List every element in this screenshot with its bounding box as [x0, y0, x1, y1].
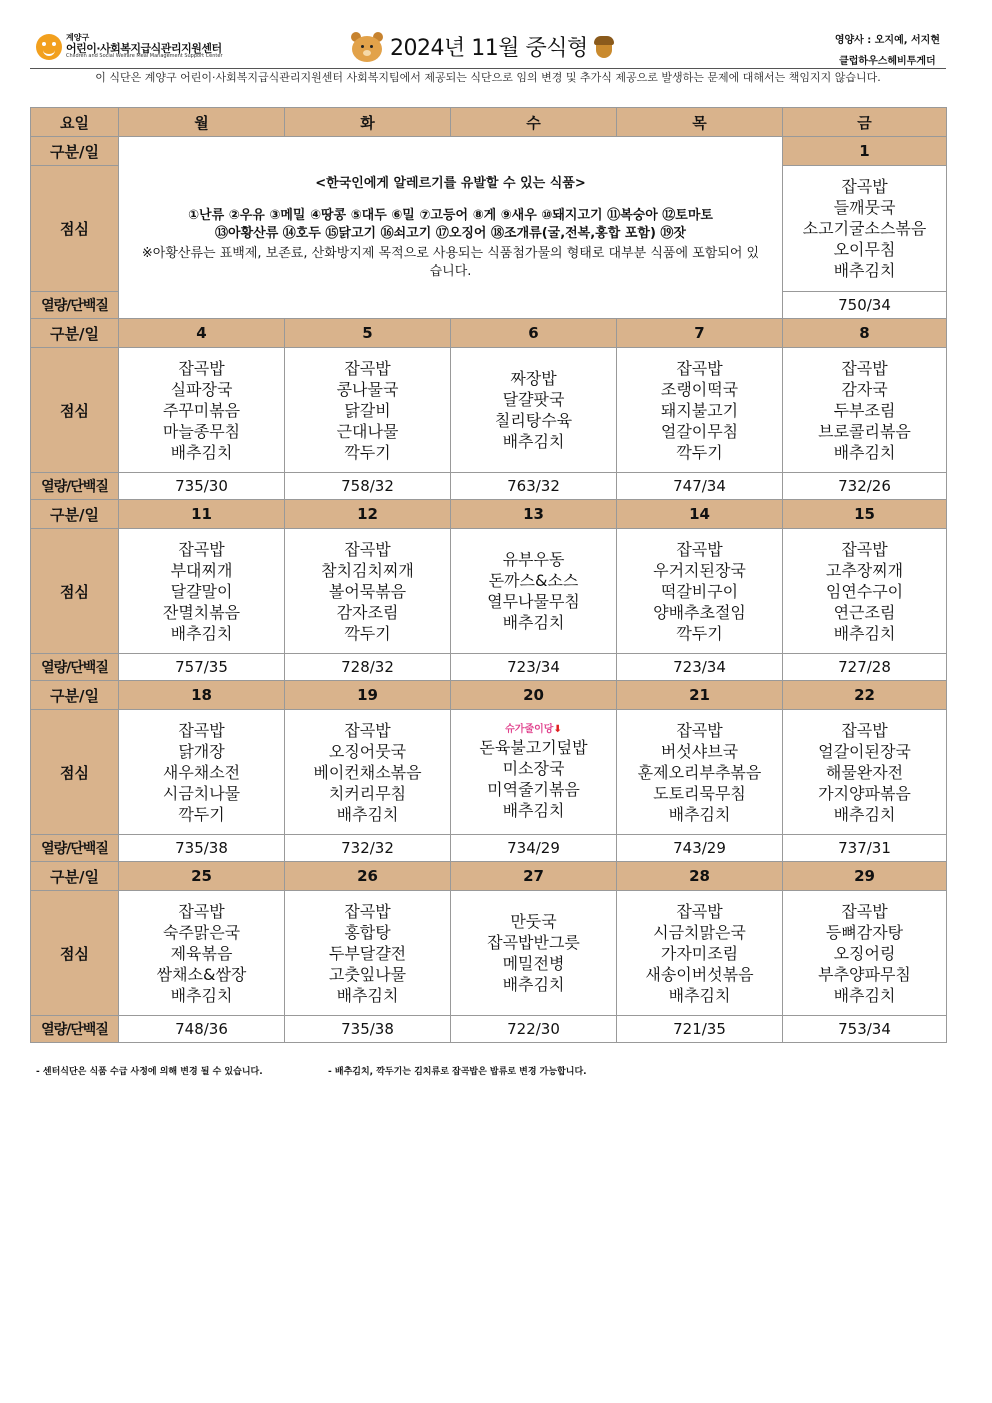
calorie-row-week2 — [31, 473, 947, 500]
calorie-label: 열량/단백질 — [31, 1016, 119, 1043]
dish-name: 주꾸미볶음 — [162, 400, 241, 420]
dish-name: 오징어뭇국 — [328, 741, 407, 761]
dish-name: 도토리묵무침 — [653, 783, 746, 803]
lunch-label: 점심 — [31, 529, 119, 654]
dish-name: 잡곡밥 — [178, 720, 225, 740]
calorie-cell: 743/29 — [617, 835, 783, 862]
dish-name: 콩나물국 — [336, 379, 399, 399]
lunch-label: 점심 — [31, 891, 119, 1016]
dish-name: 고춧잎나물 — [328, 964, 407, 984]
calorie-cell: 757/35 — [119, 654, 285, 681]
dish-name: 감자국 — [841, 379, 888, 399]
dish-name: 숙주맑은국 — [162, 922, 241, 942]
date-cell: 5 — [285, 319, 451, 348]
dish-name: 부추양파무침 — [818, 964, 911, 984]
meal-cell — [783, 710, 947, 835]
lunch-row-week3 — [31, 529, 947, 654]
calorie-cell: 727/28 — [783, 654, 947, 681]
dish-name: 잡곡밥 — [841, 720, 888, 740]
meal-cell — [783, 891, 947, 1016]
dish-name: 닭개장 — [178, 741, 225, 761]
date-row-label: 구분/일 — [31, 137, 119, 166]
date-row-week1 — [31, 137, 947, 166]
dish-name: 깍두기 — [344, 442, 391, 462]
dish-name: 달걀팟국 — [502, 390, 565, 409]
logo-district: 계양구 — [66, 33, 90, 43]
dish-name: 감자조림 — [336, 602, 399, 622]
sugar-badge-label: 슈가줄이당 — [505, 724, 554, 735]
dish-name: 잡곡밥 — [676, 358, 723, 378]
dish-name: 만둣국 — [510, 912, 557, 931]
sugar-reduction-badge — [451, 723, 616, 737]
meal-cell — [783, 166, 947, 292]
date-row-week3 — [31, 500, 947, 529]
footer-note-1: - 센터식단은 식품 수급 사정에 의해 변경 될 수 있습니다. — [36, 1067, 263, 1077]
meal-cell — [451, 529, 617, 654]
weekday-mon: 월 — [119, 108, 285, 137]
calorie-row-week4 — [31, 835, 947, 862]
date-cell: 19 — [285, 681, 451, 710]
dish-name: 근대나물 — [336, 421, 399, 441]
weekday-tue: 화 — [285, 108, 451, 137]
allergy-title: <한국인에게 알레르기를 유발할 수 있는 식품> — [315, 175, 586, 191]
dish-name: 배추김치 — [170, 985, 233, 1005]
dish-name: 배추김치 — [336, 804, 399, 824]
dish-name: 잡곡밥 — [178, 539, 225, 559]
dish-name: 가자미조림 — [660, 943, 739, 963]
dish-name: 잡곡밥 — [841, 177, 888, 196]
dish-name: 양배추초절임 — [653, 602, 746, 622]
logo-english-name: Children and Social Welfare Meal Management Support Center — [66, 53, 223, 60]
dish-name: 두부조림 — [833, 400, 896, 420]
meal-cell — [119, 891, 285, 1016]
date-row-label: 구분/일 — [31, 681, 119, 710]
dish-name: 잡곡밥 — [178, 901, 225, 921]
calorie-cell: 737/31 — [783, 835, 947, 862]
calorie-label: 열량/단백질 — [31, 835, 119, 862]
page-title: 2024년 11월 중식형 — [390, 35, 588, 61]
dish-name: 홍합탕 — [344, 922, 391, 942]
meal-cell — [285, 891, 451, 1016]
date-row-label: 구분/일 — [31, 862, 119, 891]
calorie-cell: 735/38 — [285, 1016, 451, 1043]
meal-cell — [451, 891, 617, 1016]
allergy-info-box — [119, 137, 783, 319]
dish-name: 배추김치 — [668, 985, 731, 1005]
lunch-row-week2 — [31, 348, 947, 473]
page-header — [30, 28, 946, 68]
date-cell: 13 — [451, 500, 617, 529]
dish-name: 배추김치 — [502, 975, 565, 994]
bear-icon — [350, 30, 384, 62]
dish-name: 연근조림 — [833, 602, 896, 622]
dish-name: 얼갈이된장국 — [818, 741, 911, 761]
dish-name: 짜장밥 — [510, 369, 557, 388]
calorie-cell: 722/30 — [451, 1016, 617, 1043]
dish-name: 등뼈감자탕 — [825, 922, 904, 942]
calorie-label: 열량/단백질 — [31, 654, 119, 681]
weekday-wed: 수 — [451, 108, 617, 137]
calorie-cell: 732/26 — [783, 473, 947, 500]
weekday-header-row — [31, 108, 947, 137]
dish-name: 달걀말이 — [170, 581, 233, 601]
lunch-label: 점심 — [31, 710, 119, 835]
dish-name: 잡곡밥 — [841, 539, 888, 559]
calorie-cell: 747/34 — [617, 473, 783, 500]
dish-name: 제육볶음 — [170, 943, 233, 963]
down-arrow-icon: ⬇ — [553, 724, 562, 735]
calorie-cell: 748/36 — [119, 1016, 285, 1043]
dish-name: 깍두기 — [178, 804, 225, 824]
date-cell: 12 — [285, 500, 451, 529]
dish-name: 잡곡밥 — [676, 720, 723, 740]
date-cell: 28 — [617, 862, 783, 891]
date-cell: 1 — [783, 137, 947, 166]
calorie-cell: 758/32 — [285, 473, 451, 500]
dish-name: 배추김치 — [336, 985, 399, 1005]
date-row-week5 — [31, 862, 947, 891]
page-title-group — [350, 30, 614, 62]
meal-cell — [285, 529, 451, 654]
dish-name: 돼지불고기 — [660, 400, 739, 420]
meal-cell — [617, 348, 783, 473]
date-cell: 26 — [285, 862, 451, 891]
dish-name: 베이컨채소볶음 — [313, 762, 422, 782]
calorie-cell: 723/34 — [451, 654, 617, 681]
dish-name: 미소장국 — [502, 759, 565, 778]
calorie-row-week3 — [31, 654, 947, 681]
dish-name: 버섯샤브국 — [660, 741, 739, 761]
dish-name: 닭갈비 — [344, 400, 391, 420]
dish-name: 배추김치 — [833, 623, 896, 643]
facility-name: 클럽하우스헤비투게더 — [839, 56, 936, 67]
date-cell: 18 — [119, 681, 285, 710]
meal-cell — [783, 529, 947, 654]
dish-name: 칠리탕수육 — [494, 411, 573, 430]
dish-name: 잡곡밥 — [344, 901, 391, 921]
dish-name: 부대찌개 — [170, 560, 233, 580]
dish-name: 새송이버섯볶음 — [645, 964, 754, 984]
dish-name: 배추김치 — [170, 623, 233, 643]
date-cell: 15 — [783, 500, 947, 529]
dish-name: 소고기굴소스볶음 — [802, 219, 927, 238]
calorie-cell: 723/34 — [617, 654, 783, 681]
dish-name: 임연수구이 — [825, 581, 904, 601]
staff-info — [835, 30, 940, 72]
dish-name: 배추김치 — [833, 804, 896, 824]
date-cell: 4 — [119, 319, 285, 348]
date-cell: 7 — [617, 319, 783, 348]
date-cell: 8 — [783, 319, 947, 348]
dish-name: 돈까스&소스 — [488, 571, 579, 590]
dish-name: 잡곡밥반그릇 — [487, 933, 580, 952]
allergy-items-line1: ①난류 ②우유 ③메밀 ④땅콩 ⑤대두 ⑥밀 ⑦고등어 ⑧게 ⑨새우 ⑩돼지고기 ⑪복숭아 ⑫토마토 — [188, 207, 713, 223]
dish-name: 열무나물무침 — [487, 592, 580, 611]
dish-name: 잡곡밥 — [676, 901, 723, 921]
date-row-week2 — [31, 319, 947, 348]
dish-name: 잡곡밥 — [841, 901, 888, 921]
center-logo — [36, 34, 223, 60]
meal-cell — [617, 891, 783, 1016]
dish-name: 오징어링 — [833, 943, 896, 963]
menu-table — [30, 107, 947, 1043]
dish-name: 두부달걀전 — [328, 943, 407, 963]
dish-name: 잡곡밥 — [344, 539, 391, 559]
allergy-items-line2: ⑬아황산류 ⑭호두 ⑮닭고기 ⑯쇠고기 ⑰오징어 ⑱조개류(굴,전복,홍합 포함) ⑲잣 — [215, 225, 686, 241]
dish-name: 실파장국 — [170, 379, 233, 399]
dish-name: 조랭이떡국 — [660, 379, 739, 399]
acorn-icon — [594, 34, 614, 58]
calorie-cell: 735/38 — [119, 835, 285, 862]
date-cell: 29 — [783, 862, 947, 891]
dish-name: 돈육불고기덮밥 — [479, 738, 588, 757]
date-cell: 20 — [451, 681, 617, 710]
dish-name: 배추김치 — [502, 432, 565, 451]
meal-cell — [119, 348, 285, 473]
dish-name: 우거지된장국 — [653, 560, 746, 580]
calorie-cell: 750/34 — [783, 292, 947, 319]
dish-name: 훈제오리부추볶음 — [637, 762, 762, 782]
dish-name: 볼어묵볶음 — [328, 581, 407, 601]
dish-name: 배추김치 — [502, 613, 565, 632]
dish-name: 참치김치찌개 — [321, 560, 414, 580]
dish-name: 잡곡밥 — [344, 720, 391, 740]
dish-name: 잡곡밥 — [841, 358, 888, 378]
calorie-label: 열량/단백질 — [31, 292, 119, 319]
dish-name: 배추김치 — [668, 804, 731, 824]
dish-name: 잡곡밥 — [676, 539, 723, 559]
dish-name: 배추김치 — [170, 442, 233, 462]
footer-note-2: - 배추김치, 깍두기는 김치류로 잡곡밥은 밥류로 변경 가능합니다. — [328, 1067, 587, 1077]
calorie-cell: 753/34 — [783, 1016, 947, 1043]
dish-name: 새우채소전 — [162, 762, 241, 782]
day-header-label: 요일 — [31, 108, 119, 137]
dish-name: 유부우동 — [502, 550, 565, 569]
allergy-note: ※아황산류는 표백제, 보존료, 산화방지제 목적으로 사용되는 식품첨가물의 형태로 대부분 식품에 포함되어 있습니다. — [141, 245, 760, 279]
date-row-week4 — [31, 681, 947, 710]
dish-name: 배추김치 — [833, 985, 896, 1005]
meal-cell — [783, 348, 947, 473]
dish-name: 시금치맑은국 — [653, 922, 746, 942]
footer-notes — [36, 1064, 936, 1077]
dish-name: 배추김치 — [833, 261, 896, 280]
date-cell: 22 — [783, 681, 947, 710]
calorie-row-week5 — [31, 1016, 947, 1043]
smile-logo-icon — [36, 34, 62, 60]
weekday-thu: 목 — [617, 108, 783, 137]
meal-cell — [451, 710, 617, 835]
dish-name: 미역줄기볶음 — [487, 780, 580, 799]
meal-cell — [451, 348, 617, 473]
date-cell: 14 — [617, 500, 783, 529]
meal-cell — [617, 710, 783, 835]
header-divider — [30, 68, 946, 69]
dish-name: 쌈채소&쌈장 — [156, 964, 247, 984]
weekday-fri: 금 — [783, 108, 947, 137]
dish-name: 잔멸치볶음 — [162, 602, 241, 622]
dish-name: 브로콜리볶음 — [818, 421, 911, 441]
dish-name: 깍두기 — [676, 442, 723, 462]
dish-name: 해물완자전 — [825, 762, 904, 782]
calorie-label: 열량/단백질 — [31, 473, 119, 500]
dish-name: 메밀전병 — [502, 954, 565, 973]
meal-cell — [617, 529, 783, 654]
dish-name: 배추김치 — [502, 801, 565, 820]
calorie-cell: 721/35 — [617, 1016, 783, 1043]
dish-name: 얼갈이무침 — [660, 421, 739, 441]
disclaimer-notice: 이 식단은 계양구 어린이·사회복지급식관리지원센터 사회복지팀에서 제공되는 식단으로 임의 변경 및 추가식 제공으로 발생하는 문제에 대해서는 책임지지 않습니다. — [95, 71, 881, 84]
lunch-row-week4 — [31, 710, 947, 835]
date-cell: 6 — [451, 319, 617, 348]
dish-name: 잡곡밥 — [344, 358, 391, 378]
date-cell: 11 — [119, 500, 285, 529]
calorie-cell: 734/29 — [451, 835, 617, 862]
date-row-label: 구분/일 — [31, 500, 119, 529]
lunch-label: 점심 — [31, 166, 119, 292]
dish-name: 시금치나물 — [162, 783, 241, 803]
dish-name: 가지양파볶음 — [818, 783, 911, 803]
dish-name: 치커리무침 — [328, 783, 407, 803]
calorie-cell: 728/32 — [285, 654, 451, 681]
lunch-row-week5 — [31, 891, 947, 1016]
calorie-cell: 735/30 — [119, 473, 285, 500]
dish-name: 잡곡밥 — [178, 358, 225, 378]
calorie-cell: 763/32 — [451, 473, 617, 500]
dish-name: 깍두기 — [676, 623, 723, 643]
dish-name: 들깨뭇국 — [833, 198, 896, 217]
dish-name: 떡갈비구이 — [660, 581, 739, 601]
meal-cell — [285, 348, 451, 473]
meal-cell — [119, 529, 285, 654]
date-row-label: 구분/일 — [31, 319, 119, 348]
dish-name: 배추김치 — [833, 442, 896, 462]
date-cell: 25 — [119, 862, 285, 891]
meal-cell — [285, 710, 451, 835]
dish-name: 마늘종무침 — [162, 421, 241, 441]
dish-name: 깍두기 — [344, 623, 391, 643]
dish-name: 오이무침 — [833, 240, 896, 259]
date-cell: 27 — [451, 862, 617, 891]
dietitian-names: 영양사 : 오지예, 서지현 — [834, 35, 940, 46]
date-cell: 21 — [617, 681, 783, 710]
meal-cell — [119, 710, 285, 835]
logo-center-name: 어린이·사회복지급식관리지원센터 — [66, 41, 222, 55]
lunch-label: 점심 — [31, 348, 119, 473]
dish-name: 고추장찌개 — [825, 560, 904, 580]
calorie-cell: 732/32 — [285, 835, 451, 862]
